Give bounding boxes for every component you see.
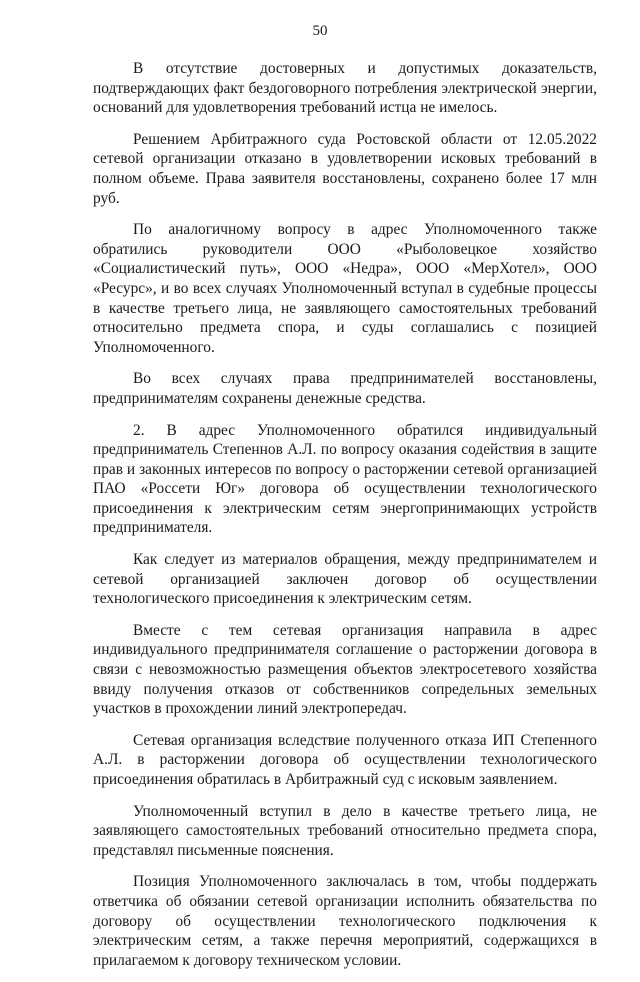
paragraph: Во всех случаях права предпринимателей восстановлены, предпринимателям сохранены денежные средства. [93, 370, 597, 407]
page-number: 50 [312, 23, 328, 39]
paragraph: Уполномоченный вступил в дело в качестве третьего лица, не заявляющего самостоятельных требований относительно предмета спора, представлял письменные пояснения. [93, 802, 597, 859]
paragraph: Позиция Уполномоченного заключалась в том, чтобы поддержать ответчика об обязании сетевой организации исполнить обязательства по договору об осуществлении технологического подключения к электрическим сетям, а также перечня мероприятий, содержащихся в прилагаемом к договору техническом условии. [93, 873, 597, 969]
paragraph: Сетевая организация вследствие полученного отказа ИП Степенного А.Л. в расторжении договора об осуществлении технологического присоединения обратилась в Арбитражный суд с исковым заявлением. [93, 731, 597, 788]
paragraph: 2. В адрес Уполномоченного обратился индивидуальный предприниматель Степеннов А.Л. по вопросу оказания содействия в защите прав и законных интересов по вопросу о расторжении сетевой организацией ПАО «Россети Юг» договора об осуществлении технологического присоединения к электрическим сетям энергопринимающих устройств предпринимателя. [93, 421, 597, 537]
paragraph: В отсутствие достоверных и допустимых доказательств, подтверждающих факт бездоговорного потребления электрической энергии, оснований для удовлетворения требований истца не имелось. [93, 60, 597, 117]
paragraph: Как следует из материалов обращения, между предпринимателем и сетевой организацией заключен договор об осуществлении технологического присоединения к электрическим сетям. [93, 551, 597, 608]
paragraph: Вместе с тем сетевая организация направила в адрес индивидуального предпринимателя соглашение о расторжении договора в связи с невозможностью размещения объектов электросетевого хозяйства ввиду получения отказов от собственников сопредельных земельных участков в прохождении линий электропередач. [93, 621, 597, 718]
paragraph: Решением Арбитражного суда Ростовской области от 12.05.2022 сетевой организации отказано в удовлетворении исковых требований в полном объеме. Права заявителя восстановлены, сохранено более 17 млн руб. [93, 130, 597, 207]
document-body [93, 59, 597, 982]
paragraph: По аналогичному вопросу в адрес Уполномоченного также обратились руководители ООО «Рыболовецкое хозяйство «Социалистический путь», ООО «Недра», ООО «МерХотел», ООО «Ресурс», и во всех случаях Уполномоченный вступал в судебные процессы в качестве третьего лица, не заявляющего самостоятельных требований относительно предмета спора, и суды соглашались с позицией Уполномоченного. [93, 221, 597, 356]
